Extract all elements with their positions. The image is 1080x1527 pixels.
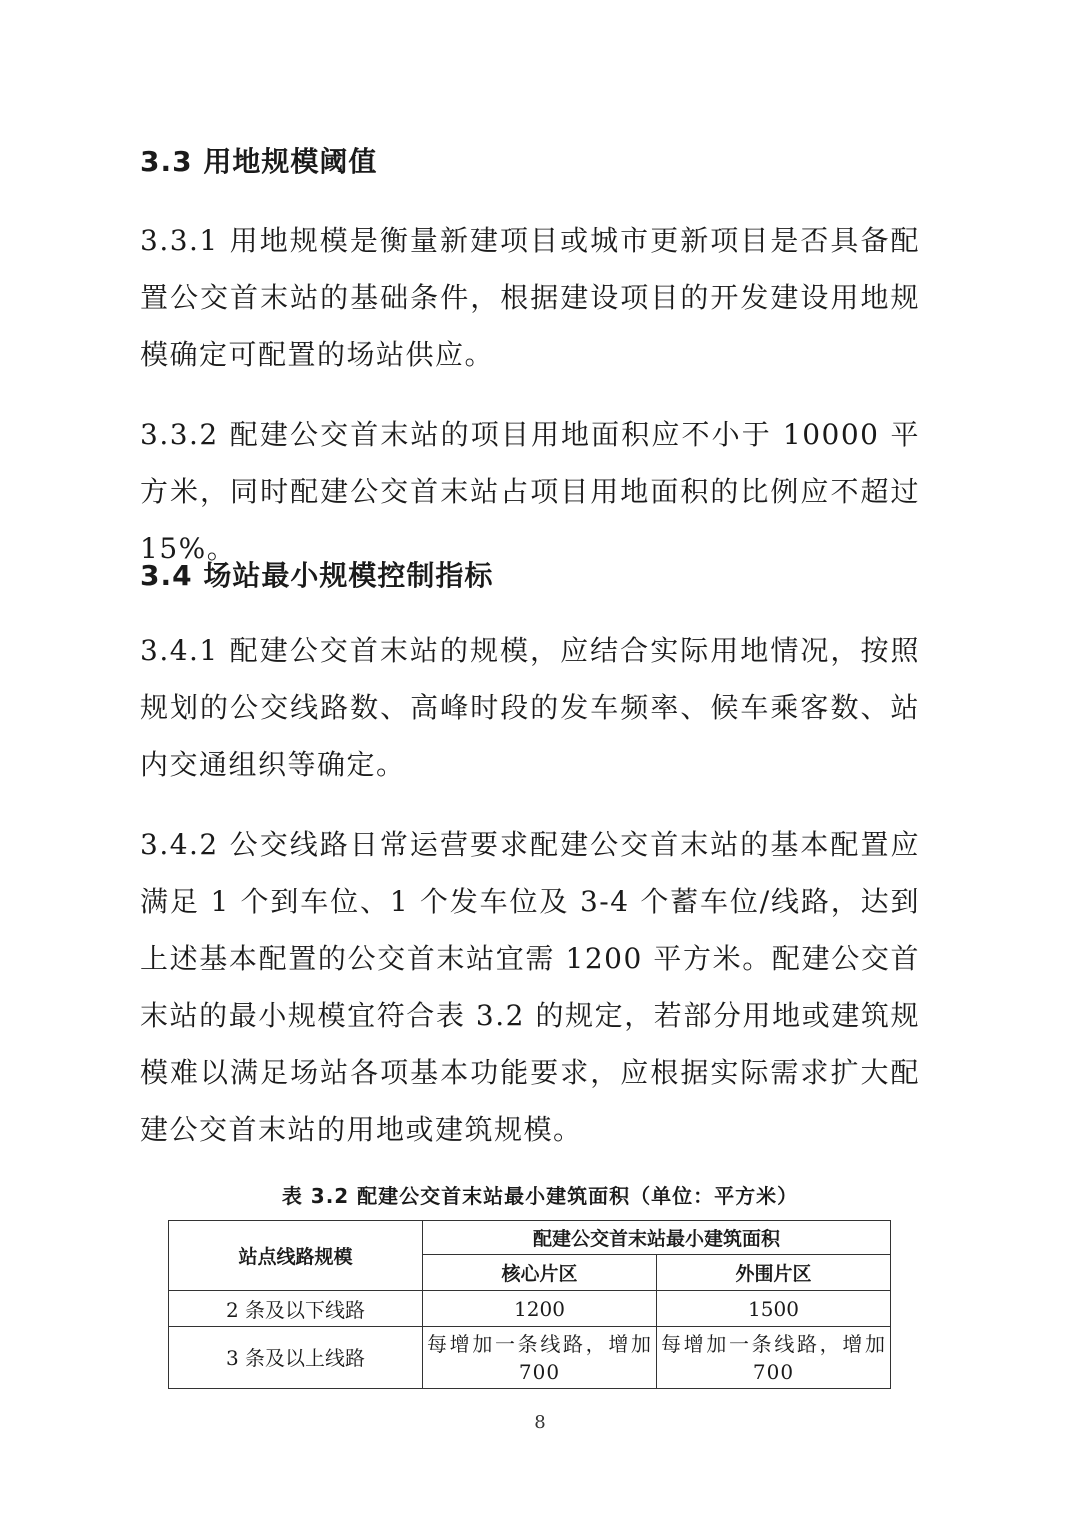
paragraph-3-4-2: 3.4.2 公交线路日常运营要求配建公交首末站的基本配置应满足 1 个到车位、1 个发车位及 3-4 个蓄车位/线路，达到上述基本配置的公交首末站宜需 1200 平方米。配建公交首末站的最小规模宜符合表 3.2 的规定，若部分用地或建筑规模难以满足场站各项基本功能要求，应根据实际需求扩大配建公交首末站的用地或建筑规模。 [140, 828, 920, 1146]
paragraph-3-3-2: 3.3.2 配建公交首末站的项目用地面积应不小于 10000 平方米，同时配建公交首末站占项目用地面积的比例应不超过 15%。 [140, 418, 920, 565]
section-heading-3-4: 3.4 场站最小规模控制指标 [140, 559, 494, 592]
row-scale: 3 条及以上线路 [169, 1327, 423, 1389]
paragraph-3-3-1: 3.3.1 用地规模是衡量新建项目或城市更新项目是否具备配置公交首末站的基础条件，根据建设项目的开发建设用地规模确定可配置的场站供应。 [140, 224, 920, 371]
row-outer-value: 每增加一条线路，增加 700 [657, 1327, 891, 1389]
table-caption: 表 3.2 配建公交首末站最小建筑面积（单位：平方米） [281, 1184, 799, 1208]
row-scale: 2 条及以下线路 [169, 1291, 423, 1327]
min-building-area-table [168, 1220, 891, 1389]
row-core-value: 1200 [423, 1291, 657, 1327]
header-outer-area: 外围片区 [657, 1255, 891, 1291]
row-outer-value: 1500 [657, 1291, 891, 1327]
header-core-area: 核心片区 [423, 1255, 657, 1291]
table-row [169, 1327, 891, 1389]
section-heading-3-3: 3.3 用地规模阈值 [140, 145, 378, 178]
header-scale: 站点线路规模 [169, 1221, 423, 1291]
page-number: 8 [534, 1412, 546, 1433]
row-core-value: 每增加一条线路，增加 700 [423, 1327, 657, 1389]
header-group: 配建公交首末站最小建筑面积 [423, 1221, 891, 1255]
table-row [169, 1291, 891, 1327]
paragraph-3-4-1: 3.4.1 配建公交首末站的规模，应结合实际用地情况，按照规划的公交线路数、高峰时段的发车频率、候车乘客数、站内交通组织等确定。 [140, 634, 920, 781]
